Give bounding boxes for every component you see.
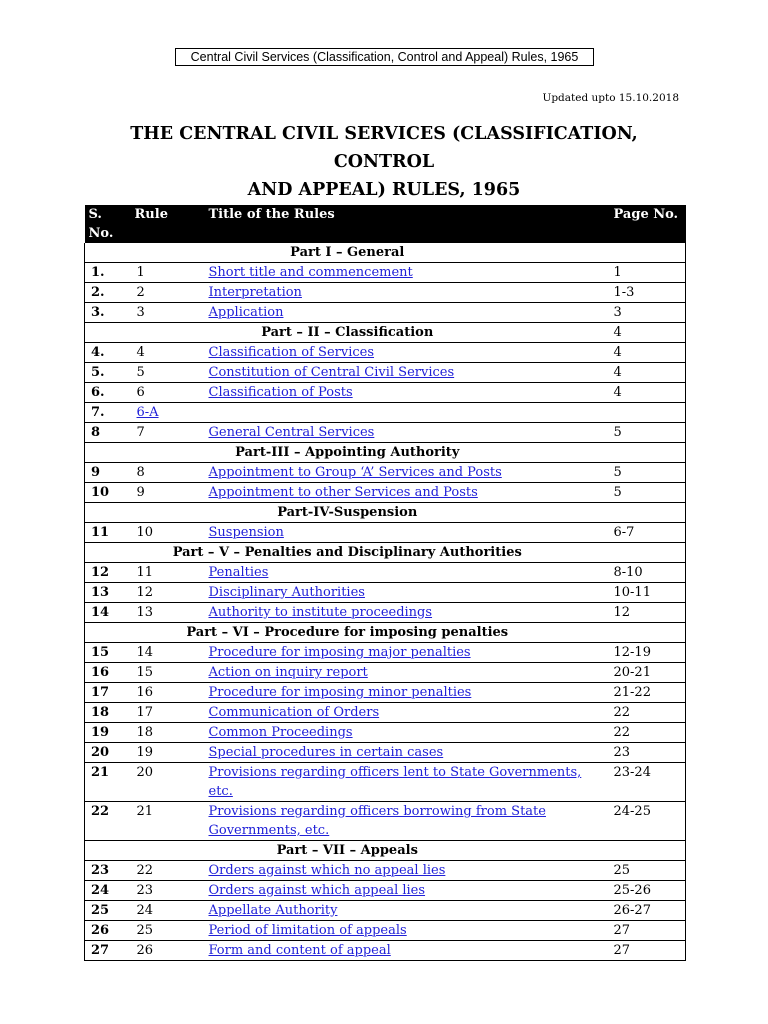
rule-title-cell xyxy=(195,861,610,881)
rule-title-link[interactable]: Procedure for imposing major penalties xyxy=(208,645,471,660)
page-number xyxy=(610,443,686,463)
part-heading-row xyxy=(85,443,686,463)
table-row xyxy=(85,703,686,723)
rule-title-cell xyxy=(195,283,610,303)
rule-number: 21 xyxy=(136,804,154,819)
page-number xyxy=(610,403,686,423)
part-heading: Part-IV-Suspension xyxy=(277,505,418,520)
serial-number: 9 xyxy=(91,465,101,480)
table-row xyxy=(85,743,686,763)
rule-title-cell xyxy=(195,263,610,283)
page-number: 24-25 xyxy=(613,804,651,819)
rule-title-link[interactable]: Appointment to other Services and Posts xyxy=(208,485,478,500)
rule-number: 10 xyxy=(136,525,154,540)
page-number: 22 xyxy=(613,725,631,740)
rule-title-cell xyxy=(195,303,610,323)
document-header-label: Central Civil Services (Classification, Control and Appeal) Rules, 1965 xyxy=(175,48,594,66)
column-header-rule: Rule xyxy=(131,205,195,243)
rule-title-cell xyxy=(195,483,610,503)
part-heading: Part – VI – Procedure for imposing penalties xyxy=(186,625,509,640)
page-number: 27 xyxy=(613,923,631,938)
rule-number: 4 xyxy=(136,345,145,360)
rule-number: 22 xyxy=(136,863,154,878)
part-heading: Part I – General xyxy=(290,245,405,260)
rule-number: 18 xyxy=(136,725,154,740)
page-number: 23-24 xyxy=(613,765,651,780)
rule-title-link[interactable]: Appellate Authority xyxy=(208,903,338,918)
serial-number: 6. xyxy=(91,385,105,400)
rule-title-link[interactable]: Form and content of appeal xyxy=(208,943,391,958)
serial-number: 22 xyxy=(91,804,110,819)
page-number: 20-21 xyxy=(613,665,651,680)
page-number: 22 xyxy=(613,705,631,720)
page-number: 12-19 xyxy=(613,645,651,660)
rule-title-cell xyxy=(195,643,610,663)
rule-title-cell xyxy=(195,463,610,483)
rule-number: 17 xyxy=(136,705,154,720)
rule-title-cell xyxy=(195,403,610,423)
serial-number: 4. xyxy=(91,345,105,360)
rule-number: 11 xyxy=(136,565,154,580)
table-row xyxy=(85,861,686,881)
rule-title-cell xyxy=(195,802,610,841)
serial-number: 2. xyxy=(91,285,105,300)
rule-title-link[interactable]: Classification of Services xyxy=(208,345,375,360)
rule-title-cell xyxy=(195,703,610,723)
rule-title-link[interactable]: Suspension xyxy=(208,525,284,540)
serial-number: 17 xyxy=(91,685,110,700)
page-number: 5 xyxy=(613,465,622,480)
page-number xyxy=(610,543,686,563)
page-number: 5 xyxy=(613,425,622,440)
serial-number: 21 xyxy=(91,765,110,780)
rule-number: 20 xyxy=(136,765,154,780)
table-row xyxy=(85,483,686,503)
page-number: 6-7 xyxy=(613,525,635,540)
rule-title-cell xyxy=(195,743,610,763)
page-title-line-1: THE CENTRAL CIVIL SERVICES (CLASSIFICATION, CONTROL xyxy=(130,124,638,172)
page-number xyxy=(610,243,686,263)
rule-title-link[interactable]: Communication of Orders xyxy=(208,705,380,720)
page-number: 25 xyxy=(613,863,631,878)
rule-title-cell xyxy=(195,583,610,603)
rule-number: 14 xyxy=(136,645,154,660)
serial-number: 1. xyxy=(91,265,105,280)
rule-title-link[interactable]: Provisions regarding officers borrowing from State Governments, etc. xyxy=(208,804,546,838)
rule-title-cell xyxy=(195,383,610,403)
rule-title-link[interactable]: Classification of Posts xyxy=(208,385,353,400)
rule-number: 12 xyxy=(136,585,154,600)
rule-number: 6 xyxy=(136,385,145,400)
rule-title-cell xyxy=(195,941,610,961)
serial-number: 12 xyxy=(91,565,110,580)
column-header-sno: S. No. xyxy=(85,205,131,243)
table-row xyxy=(85,663,686,683)
serial-number: 11 xyxy=(91,525,110,540)
rule-number: 23 xyxy=(136,883,154,898)
page-number: 4 xyxy=(613,325,622,340)
page-number xyxy=(610,623,686,643)
table-row xyxy=(85,683,686,703)
serial-number: 24 xyxy=(91,883,110,898)
part-heading-row xyxy=(85,243,686,263)
rule-title-link[interactable]: Appointment to Group ‘A’ Services and Posts xyxy=(208,465,502,480)
rule-title-link[interactable]: Procedure for imposing minor penalties xyxy=(208,685,472,700)
rule-title-link[interactable]: Orders against which appeal lies xyxy=(208,883,426,898)
table-row xyxy=(85,583,686,603)
rule-title-link[interactable]: General Central Services xyxy=(208,425,375,440)
table-row xyxy=(85,343,686,363)
rule-number: 9 xyxy=(136,485,145,500)
table-row xyxy=(85,383,686,403)
page-number: 21-22 xyxy=(613,685,651,700)
rule-title-link[interactable]: Interpretation xyxy=(208,285,302,300)
rule-number: 26 xyxy=(136,943,154,958)
serial-number: 10 xyxy=(91,485,110,500)
part-heading-row xyxy=(85,503,686,523)
rule-title-link[interactable]: Orders against which no appeal lies xyxy=(208,863,446,878)
rule-number: 5 xyxy=(136,365,145,380)
part-heading-row xyxy=(85,323,686,343)
rules-index-table xyxy=(84,205,686,961)
rule-number: 8 xyxy=(136,465,145,480)
serial-number: 16 xyxy=(91,665,110,680)
part-heading-row xyxy=(85,623,686,643)
table-row xyxy=(85,463,686,483)
table-row xyxy=(85,901,686,921)
page-number: 12 xyxy=(613,605,631,620)
page-number: 1 xyxy=(613,265,622,280)
part-heading: Part – II – Classification xyxy=(261,325,434,340)
part-heading: Part – VII – Appeals xyxy=(276,843,418,858)
page-number: 4 xyxy=(613,385,622,400)
rule-title-link[interactable]: Authority to institute proceedings xyxy=(208,605,433,620)
rule-title-link[interactable]: Period of limitation of appeals xyxy=(208,923,407,938)
page-number: 23 xyxy=(613,745,631,760)
rule-number: 3 xyxy=(136,305,145,320)
rule-number: 25 xyxy=(136,923,154,938)
page-number: 10-11 xyxy=(613,585,651,600)
rule-title-cell xyxy=(195,881,610,901)
rule-number: 24 xyxy=(136,903,154,918)
rule-title-cell xyxy=(195,921,610,941)
serial-number: 25 xyxy=(91,903,110,918)
part-heading-row xyxy=(85,543,686,563)
serial-number: 19 xyxy=(91,725,110,740)
table-row xyxy=(85,283,686,303)
page-number: 26-27 xyxy=(613,903,651,918)
rule-title-cell xyxy=(195,901,610,921)
serial-number: 20 xyxy=(91,745,110,760)
rule-title-link[interactable]: Application xyxy=(208,305,284,320)
rule-number: 16 xyxy=(136,685,154,700)
rule-title-cell xyxy=(195,683,610,703)
page-number xyxy=(610,841,686,861)
rule-title-cell xyxy=(195,343,610,363)
rule-title-link[interactable]: Common Proceedings xyxy=(208,725,353,740)
table-row xyxy=(85,643,686,663)
page-number: 4 xyxy=(613,365,622,380)
rule-number: 2 xyxy=(136,285,145,300)
rule-title-cell xyxy=(195,363,610,383)
page-title xyxy=(84,120,684,204)
serial-number: 13 xyxy=(91,585,110,600)
updated-date: Updated upto 15.10.2018 xyxy=(542,92,679,104)
column-header-page: Page No. xyxy=(610,205,686,243)
rule-number: 1 xyxy=(136,265,145,280)
rule-number: 13 xyxy=(136,605,154,620)
serial-number: 8 xyxy=(91,425,101,440)
table-body xyxy=(85,243,686,961)
page-number: 25-26 xyxy=(613,883,651,898)
serial-number: 23 xyxy=(91,863,110,878)
page-number: 1-3 xyxy=(613,285,635,300)
rule-title-cell xyxy=(195,603,610,623)
column-header-title: Title of the Rules xyxy=(195,205,610,243)
table-row xyxy=(85,802,686,841)
serial-number: 5. xyxy=(91,365,105,380)
page-title-line-2: AND APPEAL) RULES, 1965 xyxy=(247,180,521,200)
table-header-row xyxy=(85,205,686,243)
rule-title-cell xyxy=(195,563,610,583)
page-number: 27 xyxy=(613,943,631,958)
page-number xyxy=(610,503,686,523)
rule-number: 7 xyxy=(136,425,145,440)
part-heading: Part-III – Appointing Authority xyxy=(235,445,460,460)
rule-number: 15 xyxy=(136,665,154,680)
table-row xyxy=(85,921,686,941)
rule-title-link[interactable]: Constitution of Central Civil Services xyxy=(208,365,455,380)
part-heading-row xyxy=(85,841,686,861)
serial-number: 7. xyxy=(91,405,105,420)
table-row xyxy=(85,303,686,323)
rule-title-cell xyxy=(195,723,610,743)
rule-title-link[interactable]: Provisions regarding officers lent to State Governments, etc. xyxy=(208,765,582,799)
page-number: 4 xyxy=(613,345,622,360)
table-row xyxy=(85,941,686,961)
rule-title-cell xyxy=(195,763,610,802)
table-row xyxy=(85,263,686,283)
table-row xyxy=(85,723,686,743)
table-row xyxy=(85,563,686,583)
table-row xyxy=(85,403,686,423)
rule-title-cell xyxy=(195,423,610,443)
page-number: 5 xyxy=(613,485,622,500)
rule-title-link[interactable]: Disciplinary Authorities xyxy=(208,585,365,600)
part-heading: Part – V – Penalties and Disciplinary Authorities xyxy=(172,545,522,560)
table-row xyxy=(85,603,686,623)
rule-title-cell xyxy=(195,523,610,543)
rule-title-link[interactable]: Short title and commencement xyxy=(208,265,413,280)
rule-title-link[interactable]: Special procedures in certain cases xyxy=(208,745,444,760)
serial-number: 26 xyxy=(91,923,110,938)
table-row xyxy=(85,763,686,802)
serial-number: 27 xyxy=(91,943,110,958)
page-number: 3 xyxy=(613,305,622,320)
serial-number: 15 xyxy=(91,645,110,660)
rule-number: 19 xyxy=(136,745,154,760)
page-number: 8-10 xyxy=(613,565,643,580)
rule-title-link[interactable]: Action on inquiry report xyxy=(208,665,368,680)
rule-title-cell xyxy=(195,663,610,683)
serial-number: 3. xyxy=(91,305,105,320)
serial-number: 18 xyxy=(91,705,110,720)
table-row xyxy=(85,363,686,383)
table-row xyxy=(85,881,686,901)
serial-number: 14 xyxy=(91,605,110,620)
table-row xyxy=(85,423,686,443)
table-row xyxy=(85,523,686,543)
rule-title-link[interactable]: Penalties xyxy=(208,565,269,580)
rule-link[interactable]: 6-A xyxy=(136,405,159,420)
rule-number-cell xyxy=(131,403,195,423)
